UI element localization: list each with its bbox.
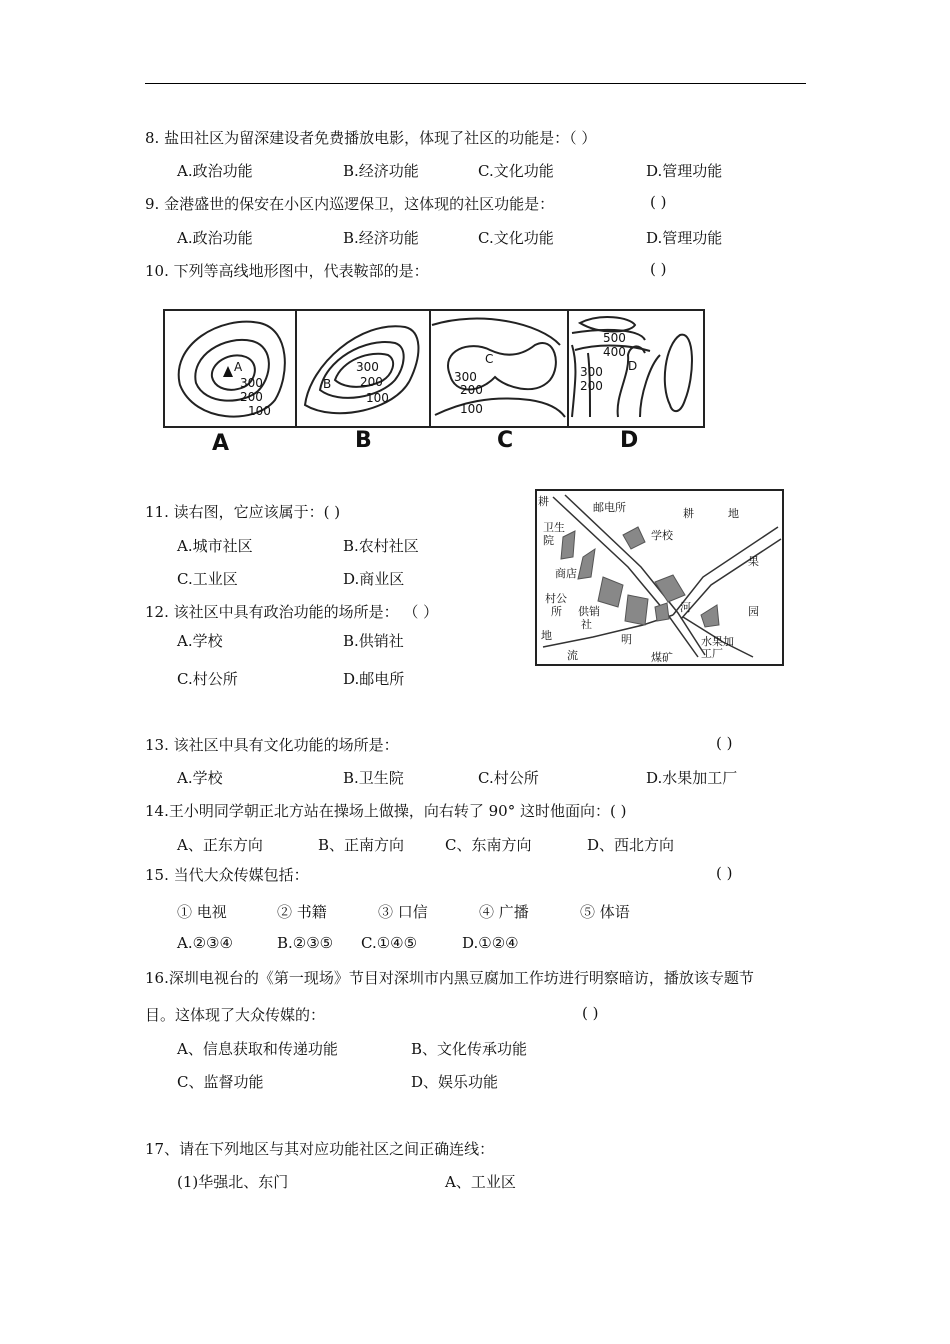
contour-c-point-label: C bbox=[485, 352, 494, 366]
contour-a-100: 100 bbox=[248, 404, 271, 418]
contour-d-point-label: D bbox=[628, 359, 638, 373]
q13-answer-paren: ( ) bbox=[716, 734, 733, 752]
q15-item-1: ① 电视 bbox=[177, 903, 227, 921]
contour-c-200: 200 bbox=[460, 383, 483, 397]
q9-option-a: A.政治功能 bbox=[177, 229, 253, 247]
contour-figure-frame bbox=[164, 310, 704, 427]
q11-option-b: B.农村社区 bbox=[343, 537, 419, 555]
contour-a-300: 300 bbox=[240, 376, 263, 390]
header-rule bbox=[145, 83, 806, 84]
map-label-fruit-factory1: 水果加 bbox=[701, 635, 734, 648]
contour-d-300: 300 bbox=[580, 365, 603, 379]
q16-option-a: A、信息获取和传递功能 bbox=[177, 1040, 338, 1058]
map-label-fruit-factory2: 工厂 bbox=[701, 647, 723, 660]
map-label-post-office: 邮电所 bbox=[593, 501, 626, 514]
q12-option-c: C.村公所 bbox=[177, 670, 238, 688]
q12-option-a: A.学校 bbox=[177, 632, 223, 650]
q9-option-c: C.文化功能 bbox=[478, 229, 554, 247]
q15-item-4: ④ 广播 bbox=[479, 903, 529, 921]
contour-b-point-label: B bbox=[323, 377, 332, 391]
question-14: 14.王小明同学朝正北方站在操场上做操，向右转了 90° 这时他面向：( ) bbox=[145, 802, 627, 820]
q9-answer-paren: ( ) bbox=[650, 193, 667, 211]
q15-option-b: B.②③⑤ bbox=[277, 934, 334, 952]
question-11: 11. 读右图，它应该属于：( ) bbox=[145, 503, 341, 521]
contour-b-300: 300 bbox=[356, 360, 379, 374]
q8-option-b: B.经济功能 bbox=[343, 162, 419, 180]
map-label-school: 学校 bbox=[651, 529, 673, 542]
summit-triangle-icon bbox=[223, 366, 233, 377]
q14-option-b: B、正南方向 bbox=[318, 836, 405, 854]
contour-b-200: 200 bbox=[360, 375, 383, 389]
q9-option-b: B.经济功能 bbox=[343, 229, 419, 247]
map-label-guo: 果 bbox=[748, 555, 759, 568]
building-coop bbox=[625, 595, 648, 625]
contour-d-400: 400 bbox=[603, 345, 626, 359]
q15-option-a: A.②③④ bbox=[177, 934, 233, 952]
map-label-geng1: 耕 bbox=[538, 495, 549, 508]
q11-option-d: D.商业区 bbox=[343, 570, 405, 588]
q16-answer-paren: ( ) bbox=[582, 1004, 599, 1022]
question-12: 12. 该社区中具有政治功能的场所是： （ ） bbox=[145, 603, 439, 621]
q8-option-a: A.政治功能 bbox=[177, 162, 253, 180]
map-label-coop2: 社 bbox=[581, 618, 592, 631]
question-16-line1: 16.深圳电视台的《第一现场》节目对深圳市内黑豆腐加工作坊进行明察暗访，播放该专题节 bbox=[145, 969, 754, 987]
contour-panel-b-label: B bbox=[355, 428, 372, 453]
q16-option-b: B、文化传承功能 bbox=[411, 1040, 528, 1058]
contour-panel-c bbox=[432, 319, 565, 417]
question-17: 17、请在下列地区与其对应功能社区之间正确连线： bbox=[145, 1140, 495, 1158]
question-13: 13. 该社区中具有文化功能的场所是： bbox=[145, 736, 399, 754]
q15-item-2: ② 书籍 bbox=[277, 903, 327, 921]
contour-panel-a bbox=[179, 322, 285, 417]
map-label-clinic2: 院 bbox=[543, 534, 554, 547]
contour-a-point-label: A bbox=[234, 360, 243, 374]
q10-answer-paren: ( ) bbox=[650, 260, 667, 278]
q11-option-a: A.城市社区 bbox=[177, 537, 253, 555]
contour-panel-c-label: C bbox=[497, 428, 514, 453]
q15-option-d: D.①②④ bbox=[462, 934, 519, 952]
map-label-di1: 地 bbox=[728, 507, 739, 520]
q14-option-a: A、正东方向 bbox=[177, 836, 263, 854]
map-label-coop1: 供销 bbox=[578, 605, 600, 618]
q13-option-d: D.水果加工厂 bbox=[646, 769, 738, 787]
map-label-yuan: 园 bbox=[748, 605, 759, 618]
q15-item-3: ③ 口信 bbox=[378, 903, 428, 921]
map-label-coal-mine: 煤矿 bbox=[651, 651, 673, 664]
q13-option-c: C.村公所 bbox=[478, 769, 539, 787]
q8-option-c: C.文化功能 bbox=[478, 162, 554, 180]
q16-option-d: D、娱乐功能 bbox=[411, 1073, 499, 1091]
contour-b-100: 100 bbox=[366, 391, 389, 405]
community-map-figure bbox=[533, 487, 788, 669]
q11-option-c: C.工业区 bbox=[177, 570, 238, 588]
question-9: 9. 金港盛世的保安在小区内巡逻保卫，这体现的社区功能是： bbox=[145, 195, 555, 213]
contour-maps-figure bbox=[160, 305, 710, 460]
q15-answer-paren: ( ) bbox=[716, 864, 733, 882]
map-label-di2: 地 bbox=[541, 629, 552, 642]
contour-d-500: 500 bbox=[603, 331, 626, 345]
question-16-line2: 目。这体现了大众传媒的： bbox=[145, 1006, 326, 1024]
map-label-ming: 明 bbox=[621, 633, 632, 646]
q15-item-5: ⑤ 体语 bbox=[580, 903, 630, 921]
contour-panel-d-label: D bbox=[620, 428, 639, 453]
map-label-geng2: 耕 bbox=[683, 507, 694, 520]
map-label-clinic1: 卫生 bbox=[543, 521, 565, 534]
map-label-village-office1: 村公 bbox=[545, 592, 567, 605]
q8-option-d: D.管理功能 bbox=[646, 162, 723, 180]
contour-d-200: 200 bbox=[580, 379, 603, 393]
q9-option-d: D.管理功能 bbox=[646, 229, 723, 247]
q13-option-b: B.卫生院 bbox=[343, 769, 404, 787]
q14-option-c: C、东南方向 bbox=[445, 836, 532, 854]
q14-option-d: D、西北方向 bbox=[587, 836, 675, 854]
q12-option-d: D.邮电所 bbox=[343, 670, 405, 688]
contour-c-100: 100 bbox=[460, 402, 483, 416]
question-15: 15. 当代大众传媒包括： bbox=[145, 866, 309, 884]
question-10: 10. 下列等高线地形图中，代表鞍部的是： bbox=[145, 262, 429, 280]
map-label-shop: 商店 bbox=[555, 567, 577, 580]
q13-option-a: A.学校 bbox=[177, 769, 223, 787]
q17-left-item-1: (1)华强北、东门 bbox=[177, 1173, 289, 1191]
question-8: 8. 盐田社区为留深建设者免费播放电影，体现了社区的功能是：（ ） bbox=[145, 129, 597, 147]
q16-option-c: C、监督功能 bbox=[177, 1073, 264, 1091]
map-label-river: 河 bbox=[680, 601, 691, 614]
contour-c-300: 300 bbox=[454, 370, 477, 384]
q17-right-item-a: A、工业区 bbox=[445, 1173, 516, 1191]
map-label-liu: 流 bbox=[567, 649, 578, 662]
q12-option-b: B.供销社 bbox=[343, 632, 404, 650]
contour-panel-a-label: A bbox=[212, 431, 230, 456]
q15-option-c: C.①④⑤ bbox=[361, 934, 418, 952]
map-label-village-office2: 所 bbox=[551, 605, 562, 618]
contour-a-200: 200 bbox=[240, 390, 263, 404]
